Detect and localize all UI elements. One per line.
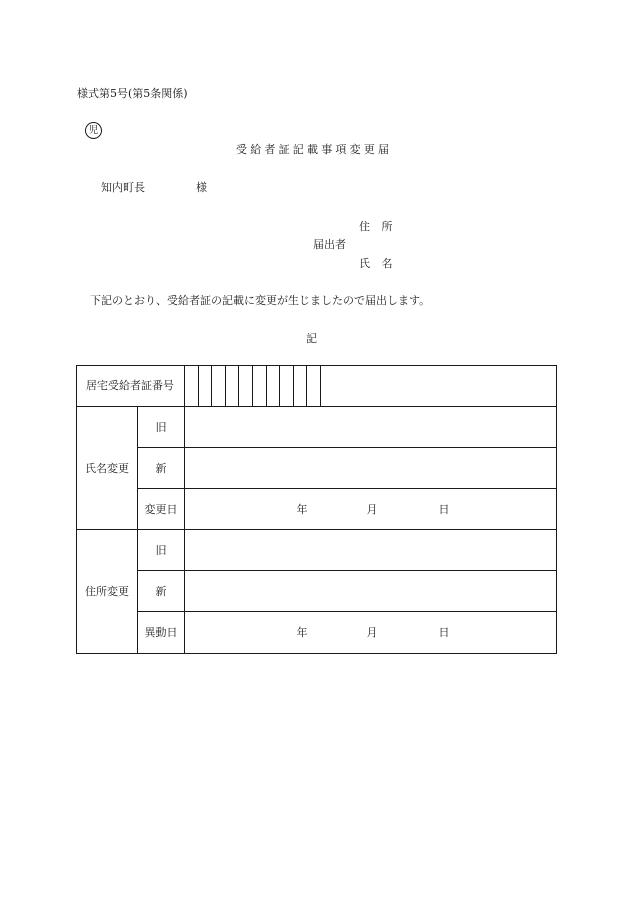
child-mark-stamp: 児 [85, 122, 102, 139]
row-divider [76, 529, 557, 530]
cert-number-box-divider [320, 365, 321, 406]
addressee-name: 知内町長 [101, 181, 145, 194]
cert-number-box-divider [293, 365, 294, 406]
name-change-old-label: 旧 [155, 421, 167, 434]
notifier-label: 届出者 [313, 238, 346, 251]
name-change-date-label: 変更日 [144, 503, 178, 516]
column-divider [184, 365, 185, 654]
cert-number-box-divider [238, 365, 239, 406]
column-divider [137, 406, 138, 654]
name-change-day: 日 [438, 503, 450, 516]
cert-number-box-divider [211, 365, 212, 406]
name-change-group-label: 氏名変更 [85, 462, 129, 475]
document-title: 受給者証記載事項変更届 [236, 143, 393, 156]
form-number: 様式第5号(第5条関係) [77, 87, 188, 100]
cert-number-box-divider [225, 365, 226, 406]
cert-number-box-divider [198, 365, 199, 406]
row-divider [137, 570, 557, 571]
row-divider [76, 406, 557, 407]
row-divider [137, 488, 557, 489]
table-border-bottom [76, 653, 557, 654]
address-change-old-label: 旧 [155, 544, 167, 557]
address-change-group-label: 住所変更 [85, 585, 129, 598]
cert-number-box-divider [306, 365, 307, 406]
address-change-month: 月 [366, 626, 378, 639]
cert-number-box-divider [266, 365, 267, 406]
name-change-new-label: 新 [155, 462, 167, 475]
address-change-day: 日 [438, 626, 450, 639]
addressee-honorific: 様 [196, 181, 207, 194]
notifier-name-label: 氏 名 [359, 257, 393, 270]
address-change-year: 年 [296, 626, 308, 639]
change-form-table [76, 365, 557, 654]
address-change-date-label: 異動日 [144, 626, 178, 639]
row-divider [137, 611, 557, 612]
cert-number-box-divider [279, 365, 280, 406]
ki-label: 記 [306, 332, 317, 345]
notifier-address-label: 住 所 [359, 220, 393, 233]
body-text: 下記のとおり、受給者証の記載に変更が生じましたので届出します。 [90, 294, 431, 307]
cert-number-box-divider [252, 365, 253, 406]
table-border-left [76, 365, 77, 654]
address-change-new-label: 新 [155, 585, 167, 598]
name-change-year: 年 [296, 503, 308, 516]
row-divider [137, 447, 557, 448]
table-border-top [76, 365, 557, 366]
cert-number-label: 居宅受給者証番号 [86, 379, 174, 392]
name-change-month: 月 [366, 503, 378, 516]
